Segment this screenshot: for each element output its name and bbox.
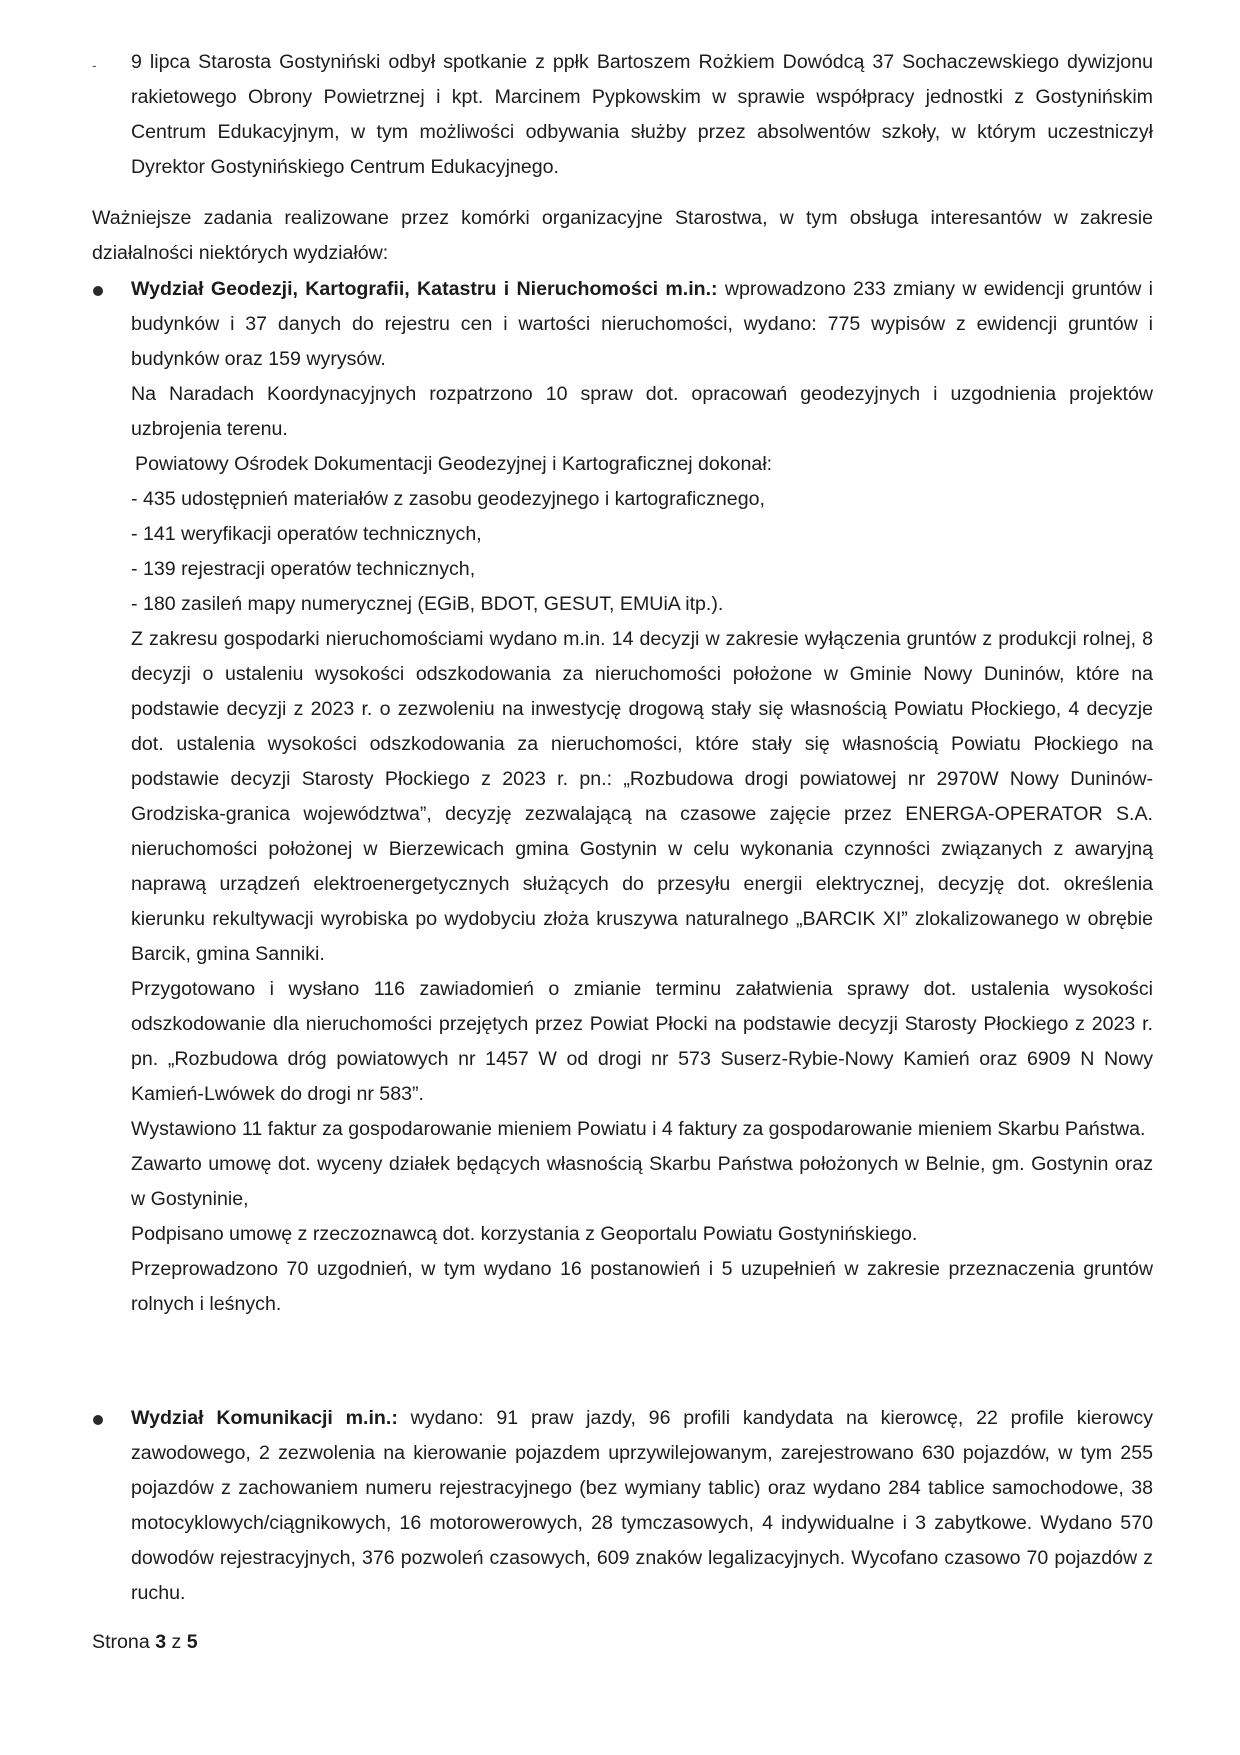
page-current: 3 xyxy=(155,1631,167,1653)
umowa-geoportal-paragraph: Podpisano umowę z rzeczoznawcą dot. korzystania z Geoportalu Powiatu Gostynińskiego. xyxy=(131,1223,918,1245)
section-geodezja xyxy=(131,272,1153,1322)
bullet-icon xyxy=(93,1415,103,1425)
section-title: Wydział Komunikacji m.in.: xyxy=(131,1407,398,1429)
lead-paragraph: Ważniejsze zadania realizowane przez komórki organizacyjne Starostwa, w tym obsługa interesantów w zakresie działalności niektórych wydziałów: xyxy=(92,207,1153,264)
list-item: - 435 udostępnień materiałów z zasobu geodezyjnego i kartograficznego, xyxy=(131,488,765,510)
komunikacja-text: wydano: 91 praw jazdy, 96 profili kandydata na kierowcę, 22 profile kierowcy zawodowego, 2 zezwolenia na kierowanie pojazdem uprzywilejowanym, zarejestrowano 630 pojazdów, w tym 255 pojazdów z zachowaniem numeru rejestracyjnego (bez wymiany tablic) oraz wydano 284 tablice samochodowe, 38 motocyklowych/ciągnikowych, 16 motorowerowych, 28 tymczasowych, 4 indywidualne i 3 zabytkowe. Wydano 570 dowodów rejestracyjnych, 376 pozwoleń czasowych, 609 znaków legalizacyjnych. Wycofano czasowo 70 pojazdów z ruchu. xyxy=(131,1407,1153,1604)
uzgodnienia-paragraph: Przeprowadzono 70 uzgodnień, w tym wydano 16 postanowień i 5 uzupełnień w zakresie przeznaczenia gruntów rolnych i leśnych. xyxy=(131,1258,1153,1315)
list-item: - 180 zasileń mapy numerycznej (EGiB, BDOT, GESUT, EMUiA itp.). xyxy=(131,593,724,615)
umowa-wycena-paragraph: Zawarto umowę dot. wyceny działek będących własnością Skarbu Państwa położonych w Belnie, gm. Gostynin oraz w Gostyninie, xyxy=(131,1153,1153,1210)
zawiadomienia-paragraph: Przygotowano i wysłano 116 zawiadomień o zmianie terminu załatwienia sprawy dot. ustalenia wysokości odszkodowanie dla nieruchomości przejętych przez Powiat Płocki na podstawie decyzji Starosty Płockiego z 2023 r. pn. „Rozbudowa dróg powiatowych nr 1457 W od drogi nr 573 Suserz-Rybie-Nowy Kamień oraz 6909 N Nowy Kamień-Lwówek do drogi nr 583”. xyxy=(131,978,1153,1105)
summary-text: wprowadzono 233 zmiany w ewidencji gruntów i budynków i 37 danych do rejestru cen i wartości nieruchomości, wydano: 775 wypisów z ewidencji gruntów i budynków oraz 159 wyrysów. xyxy=(131,278,1153,370)
page-total: 5 xyxy=(186,1631,198,1653)
list-item: - 141 weryfikacji operatów technicznych, xyxy=(131,523,482,545)
section-title: Wydział Geodezji, Kartografii, Katastru i Nieruchomości m.in.: xyxy=(131,278,718,300)
page-label: Strona xyxy=(92,1631,150,1653)
section-komunikacja xyxy=(131,1401,1153,1611)
narady-paragraph: Na Naradach Koordynacyjnych rozpatrzono 10 spraw dot. opracowań geodezyjnych i uzgodnienia projektów uzbrojenia terenu. xyxy=(131,383,1153,440)
podgik-intro: Powiatowy Ośrodek Dokumentacji Geodezyjnej i Kartograficznej dokonał: xyxy=(135,453,773,475)
intro-paragraph: 9 lipca Starosta Gostyniński odbył spotkanie z ppłk Bartoszem Rożkiem Dowódcą 37 Sochaczewskiego dywizjonu rakietowego Obrony Powietrznej i kpt. Marcinem Pypkowskim w sprawie współpracy jednostki z Gostynińskim Centrum Edukacyjnym, w tym możliwości odbywania służby przez absolwentów szkoły, w którym uczestniczył Dyrektor Gostynińskiego Centrum Edukacyjnego. xyxy=(131,51,1153,178)
list-item: - 139 rejestracji operatów technicznych, xyxy=(131,558,476,580)
gospodarka-paragraph: Z zakresu gospodarki nieruchomościami wydano m.in. 14 decyzji w zakresie wyłączenia gruntów z produkcji rolnej, 8 decyzji o ustaleniu wysokości odszkodowania za nieruchomości położone w Gminie Nowy Duninów, które na podstawie decyzji z 2023 r. o zezwoleniu na inwestycję drogową stały się własnością Powiatu Płockiego, 4 decyzje dot. ustalenia wysokości odszkodowania za nieruchomości, które stały się własnością Powiatu Płockiego na podstawie decyzji Starosty Płockiego z 2023 r. pn.: „Rozbudowa drogi powiatowej nr 2970W Nowy Duninów-Grodziska-granica województwa”, decyzję zezwalającą na czasowe zajęcie przez ENERGA-OPERATOR S.A. nieruchomości położonej w Bierzewicach gmina Gostynin w celu wykonania czynności związanych z awaryjną naprawą urządzeń elektroenergetycznych służących do przesyłu energii elektrycznej, decyzję dot. określenia kierunku rekultywacji wyrobiska po wydobyciu złoża kruszywa naturalnego „BARCIK XI” zlokalizowanego w obrębie Barcik, gmina Sanniki. xyxy=(131,628,1153,965)
dash-marker: - xyxy=(92,57,97,73)
faktury-paragraph: Wystawiono 11 faktur za gospodarowanie mieniem Powiatu i 4 faktury za gospodarowanie mieniem Skarbu Państwa. xyxy=(131,1118,1146,1140)
page-footer xyxy=(92,1627,198,1657)
geodezja-summary xyxy=(131,272,1153,377)
page-separator: z xyxy=(171,1631,182,1653)
bullet-icon xyxy=(93,286,103,296)
komunikacja-paragraph xyxy=(131,1401,1153,1611)
